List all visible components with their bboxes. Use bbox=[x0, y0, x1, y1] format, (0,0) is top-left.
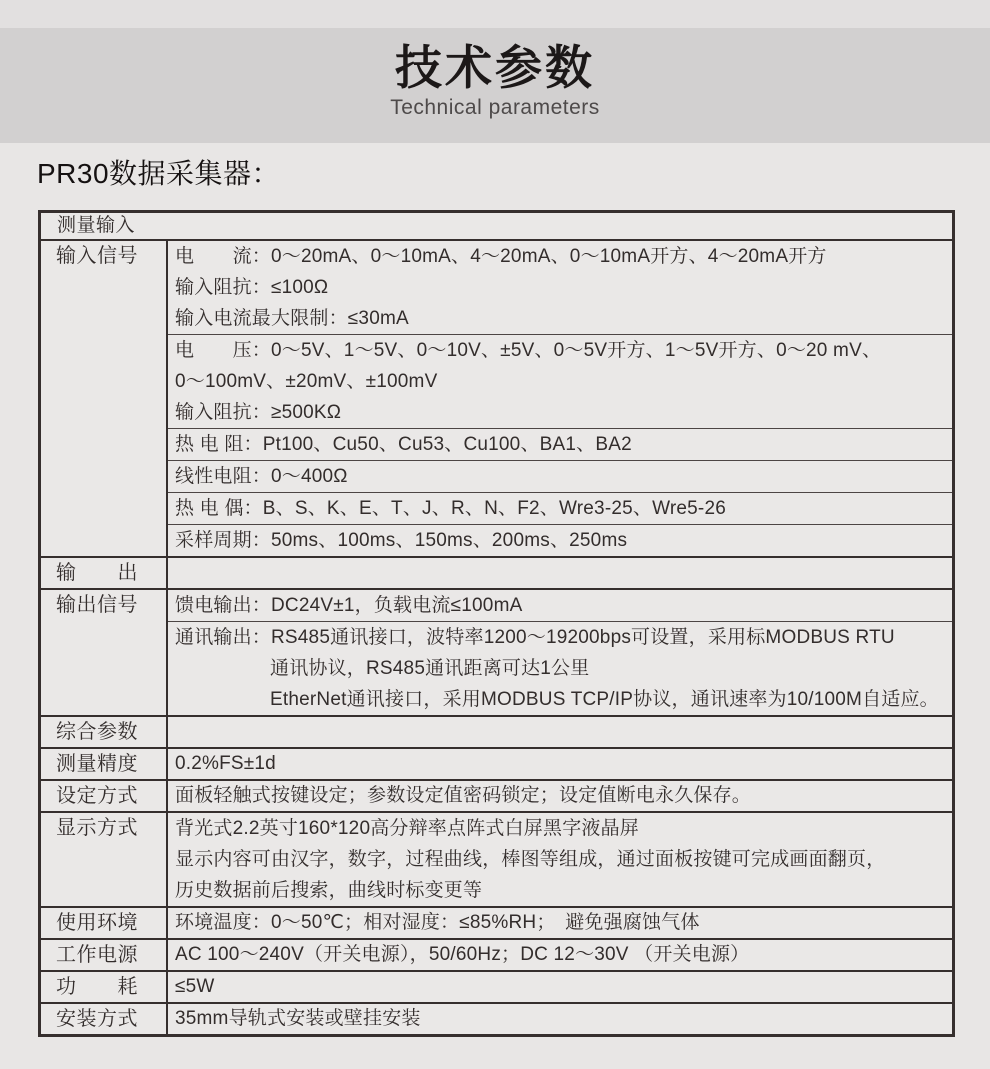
spec-line: 热 电 偶：B、S、K、E、T、J、R、N、F2、Wre3-25、Wre5-26 bbox=[175, 498, 726, 519]
spec-line: 热 电 阻：Pt100、Cu50、Cu53、Cu100、BA1、BA2 bbox=[175, 434, 632, 455]
page-title: 技术参数 bbox=[395, 41, 595, 94]
spec-line: 电 流：0～20mA、0～10mA、4～20mA、0～10mA开方、4～20mA开方 bbox=[175, 246, 827, 267]
section-row-output bbox=[41, 556, 952, 588]
page-subtitle: Technical parameters bbox=[390, 95, 600, 119]
spec-line: 背光式2.2英寸160*120高分辩率点阵式白屏黑字液晶屏 bbox=[175, 818, 640, 839]
row-power-consumption bbox=[41, 970, 952, 1002]
sampling-period-block bbox=[168, 524, 952, 556]
row-label: 工作电源 bbox=[41, 940, 168, 970]
section-label: 综合参数 bbox=[41, 717, 168, 747]
row-input-signal bbox=[41, 239, 952, 556]
spec-line: 输入电流最大限制：≤30mA bbox=[175, 308, 409, 329]
spec-line: 通讯输出：RS485通讯接口，波特率1200～19200bps可设置，采用标MODBUS RTU bbox=[175, 627, 895, 648]
row-value bbox=[168, 749, 952, 779]
row-display-method bbox=[41, 811, 952, 906]
row-label: 输出信号 bbox=[41, 590, 168, 715]
section-label: 输 出 bbox=[41, 558, 168, 588]
row-value bbox=[168, 781, 952, 811]
spec-line: 0～100mV、±20mV、±100mV bbox=[175, 371, 438, 392]
spec-line: 显示内容可由汉字，数字，过程曲线，棒图等组成，通过面板按键可完成画面翻页， bbox=[175, 849, 886, 870]
spec-line: 环境温度：0～50℃；相对湿度：≤85%RH； 避免强腐蚀气体 bbox=[175, 912, 700, 933]
spec-line: ≤5W bbox=[175, 976, 215, 997]
section-row-general-params bbox=[41, 715, 952, 747]
spec-line: 面板轻触式按键设定；参数设定值密码锁定；设定值断电永久保存。 bbox=[175, 785, 752, 806]
row-label: 安装方式 bbox=[41, 1004, 168, 1034]
row-accuracy bbox=[41, 747, 952, 779]
current-block bbox=[168, 241, 952, 334]
row-label: 功 耗 bbox=[41, 972, 168, 1002]
voltage-block bbox=[168, 334, 952, 428]
spec-line: 采样周期：50ms、100ms、150ms、200ms、250ms bbox=[175, 530, 628, 551]
row-value bbox=[168, 813, 952, 906]
row-environment bbox=[41, 906, 952, 938]
thermocouple-block bbox=[168, 492, 952, 524]
rtd-block bbox=[168, 428, 952, 460]
spec-line: 输入阻抗：≤100Ω bbox=[175, 277, 329, 298]
row-value bbox=[168, 908, 952, 938]
row-label: 设定方式 bbox=[41, 781, 168, 811]
row-label: 测量精度 bbox=[41, 749, 168, 779]
spec-table bbox=[38, 210, 955, 1037]
section-label: 测量输入 bbox=[57, 215, 136, 236]
spec-line: 0.2%FS±1d bbox=[175, 753, 276, 774]
section-row-measure-input bbox=[41, 213, 952, 239]
row-label: 显示方式 bbox=[41, 813, 168, 906]
empty-cell bbox=[168, 558, 952, 588]
comm-output-block bbox=[168, 621, 952, 715]
spec-line: 馈电输出：DC24V±1，负载电流≤100mA bbox=[175, 595, 523, 616]
spec-line: 通讯协议，RS485通讯距离可达1公里 bbox=[270, 658, 590, 679]
product-heading: PR30数据采集器： bbox=[37, 158, 281, 189]
spec-line: AC 100～240V（开关电源），50/60Hz；DC 12～30V （开关电源） bbox=[175, 944, 750, 965]
top-strip bbox=[0, 0, 990, 28]
spec-line: 电 压：0～5V、1～5V、0～10V、±5V、0～5V开方、1～5V开方、0～20 mV、 bbox=[175, 340, 882, 361]
row-setting-method bbox=[41, 779, 952, 811]
spec-line: 输入阻抗：≥500KΩ bbox=[175, 402, 342, 423]
row-value bbox=[168, 590, 952, 715]
spec-line: 35mm导轨式安装或壁挂安装 bbox=[175, 1008, 421, 1029]
spec-line: 线性电阻：0～400Ω bbox=[175, 466, 348, 487]
row-value bbox=[168, 1004, 952, 1034]
row-power-supply bbox=[41, 938, 952, 970]
title-band bbox=[0, 28, 990, 143]
row-label: 使用环境 bbox=[41, 908, 168, 938]
row-value bbox=[168, 940, 952, 970]
row-value bbox=[168, 241, 952, 556]
feed-output-block bbox=[168, 590, 952, 621]
spec-line: EtherNet通讯接口，采用MODBUS TCP/IP协议，通讯速率为10/100M自适应。 bbox=[270, 689, 939, 710]
display-block bbox=[168, 813, 952, 906]
row-installation bbox=[41, 1002, 952, 1034]
linear-resistance-block bbox=[168, 460, 952, 492]
spec-line: 历史数据前后搜索，曲线时标变更等 bbox=[175, 880, 483, 901]
row-label: 输入信号 bbox=[41, 241, 168, 556]
row-output-signal bbox=[41, 588, 952, 715]
empty-cell bbox=[168, 717, 952, 747]
row-value bbox=[168, 972, 952, 1002]
